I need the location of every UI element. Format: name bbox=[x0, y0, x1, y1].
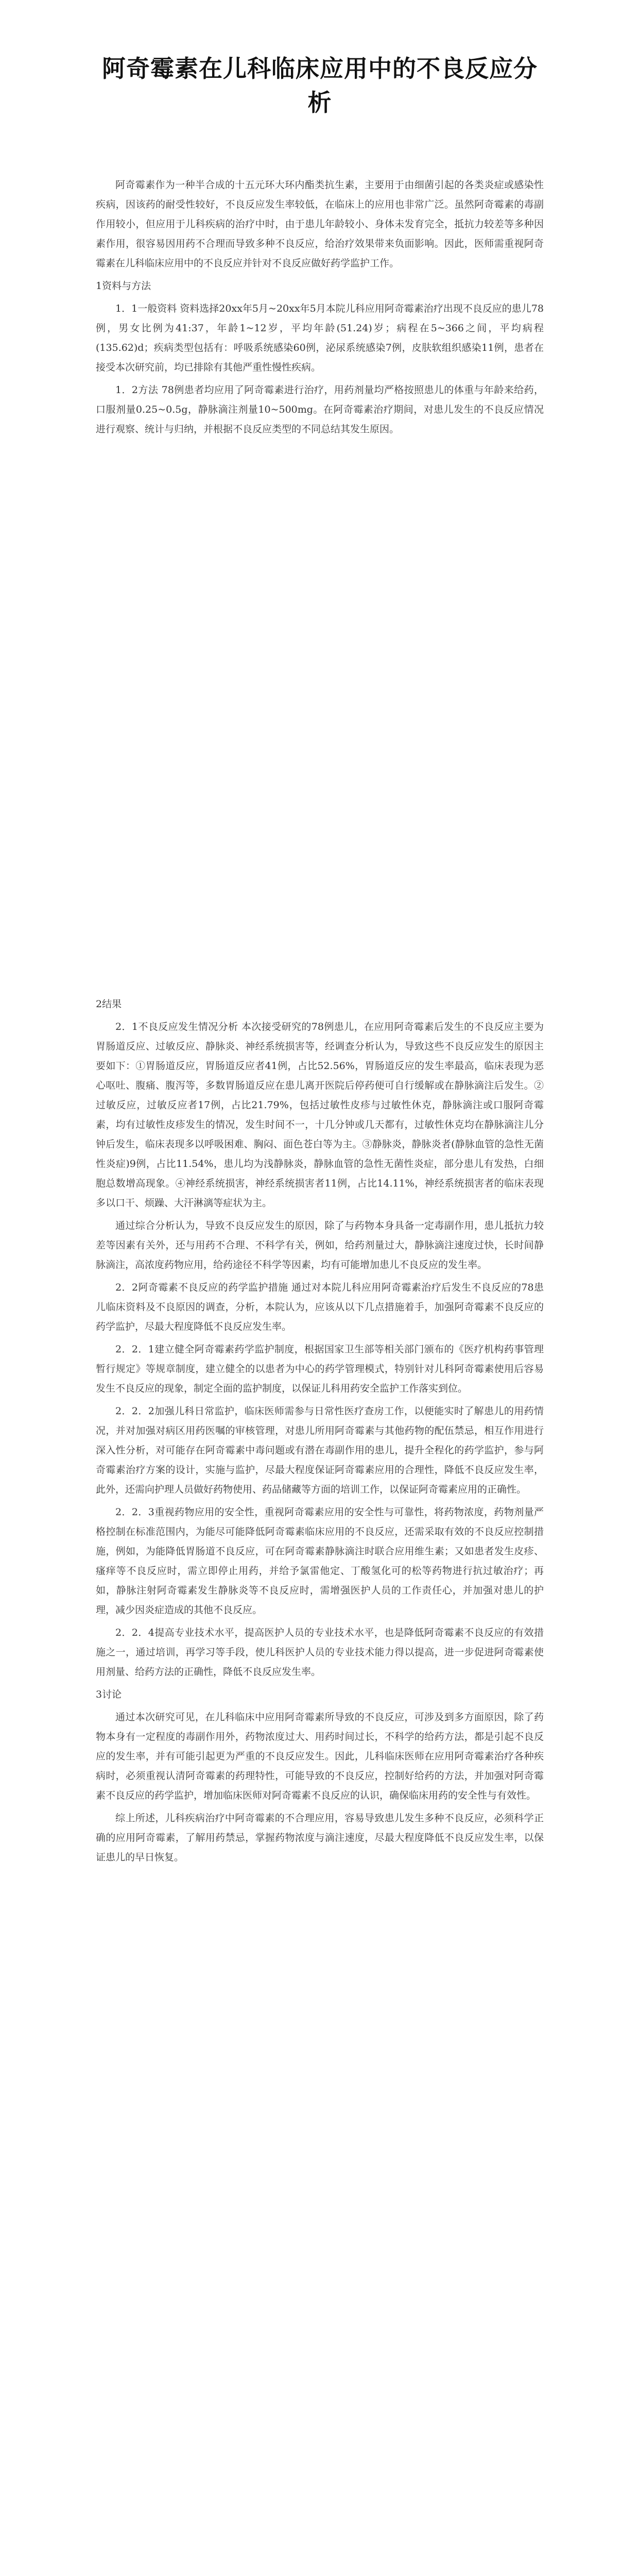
section-intro-methods bbox=[96, 175, 544, 442]
adverse-reaction-analysis-paragraph: 2．1不良反应发生情况分析 本次接受研究的78例患儿，在应用阿奇霉素后发生的不良反应主要为胃肠道反应、过敏反应、静脉炎、神经系统损害等，经调查分析认为，导致这些不良反应发生的原因主要如下：①胃肠道反应，胃肠道反应者41例，占比52.56%，胃肠道反应的发生率最高，临床表现为恶心呕吐、腹痛、腹泻等，多数胃肠道反应在患儿离开医院后停药便可自行缓解或在静脉滴注后发生。②过敏反应，过敏反应者17例，占比21.79%，包括过敏性皮疹与过敏性休克，静脉滴注或口服阿奇霉素，均有过敏性皮疹发生的情况，发生时间不一，十几分钟或几天都有，过敏性休克均在静脉滴注儿分钟后发生，临床表现多以呼吸困难、胸闷、面色苍白等为主。③静脉炎，静脉炎者(静脉血管的急性无菌性炎症)9例，占比11.54%，患儿均为浅静脉炎，静脉血管的急性无菌性炎症，部分患儿有发热，白细胞总数增高现象。④神经系统损害，神经系统损害者11例，占比14.11%，神经系统损害者的临床表现多以口干、烦躁、大汗淋漓等症状为主。 bbox=[96, 1021, 544, 1209]
title-block bbox=[96, 52, 544, 120]
measure-4-paragraph: 2．2．4提高专业技术水平，提高医护人员的专业技术水平，也是降低阿奇霉素不良反应的有效措施之一，通过培训，再学习等手段，使儿科医护人员的专业技术能力得以提高，进一步促进阿奇霉素使用剂量、给药方法的正确性，降低不良反应发生率。 bbox=[96, 1627, 544, 1677]
conclusion-paragraph: 综上所述，儿科疾病治疗中阿奇霉素的不合理应用，容易导致患儿发生多种不良反应，必须科学正确的应用阿奇霉素，了解用药禁忌，掌握药物浓度与滴注速度，尽最大程度降低不良反应发生率，以保证患儿的早日恢复。 bbox=[96, 1812, 544, 1863]
discussion-paragraph: 通过本次研究可见，在儿科临床中应用阿奇霉素所导致的不良反应，可涉及到多方面原因，除了药物本身有一定程度的毒副作用外，药物浓度过大、用药时间过长，不科学的给药方法，都是引起不良反应的发生率，并有可能引起更为严重的不良反应发生。因此，儿科临床医师在应用阿奇霉素治疗各种疾病时，必须重视认清阿奇霉素的药理特性，可能导致的不良反应，控制好给药的方法，并加强对阿奇霉素不良反应的药学监护，增加临床医师对阿奇霉素不良反应的认识，确保临床用药的安全性与有效性。 bbox=[96, 1711, 544, 1801]
heading-results: 2结果 bbox=[96, 998, 122, 1010]
heading-discussion: 3讨论 bbox=[96, 1689, 122, 1700]
monitoring-measures-paragraph: 2．2阿奇霉素不良反应的药学监护措施 通过对本院儿科应用阿奇霉素治疗后发生不良反应的78患儿临床资料及不良原因的调查，分析，本院认为，应该从以下几点措施着手，加强阿奇霉素不良反应的药学监护，尽最大程度降低不良反应发生率。 bbox=[96, 1282, 544, 1332]
intro-paragraph: 阿奇霉素作为一种半合成的十五元环大环内酯类抗生素，主要用于由细菌引起的各类炎症或感染性疾病，因该药的耐受性较好，不良反应发生率较低，在临床上的应用也非常广泛。虽然阿奇霉素的毒副作用较小，但应用于儿科疾病的治疗中时，由于患儿年龄较小、身体未发育完全，抵抗力较差等多种因素作用，很容易因用药不合理而导致多种不良反应，给治疗效果带来负面影响。因此，医师需重视阿奇霉素在儿科临床应用中的不良反应并针对不良反应做好药学监护工作。 bbox=[96, 179, 544, 269]
general-data-paragraph: 1．1一般资料 资料选择20xx年5月~20xx年5月本院儿科应用阿奇霉素治疗出现不良反应的患儿78例，男女比例为41:37，年龄1~12岁，平均年龄(51.24)岁；病程在5~366之间，平均病程(135.62)d；疾病类型包括有：呼吸系统感染60例，泌尿系统感染7例，皮肤软组织感染11例，患者在接受本次研究前，均已排除有其他严重性慢性疾病。 bbox=[96, 303, 544, 373]
document-title: 阿奇霉素在儿科临床应用中的不良反应分析 bbox=[102, 55, 538, 116]
measure-3-paragraph: 2．2．3重视药物应用的安全性，重视阿奇霉素应用的安全性与可靠性，将药物浓度，药物剂量严格控制在标准范围内，为能尽可能降低阿奇霉素临床应用的不良反应，还需采取有效的不良反应控制措施，例如，为能降低胃肠道不良反应，可在阿奇霉素静脉滴注时联合应用维生素；又如患者发生皮疹、瘙痒等不良反应时，需立即停止用药，并给予氯雷他定、丁酸氢化可的松等药物进行抗过敏治疗；再如，静脉注射阿奇霉素发生静脉炎等不良反应时，需增强医护人员的工作责任心，并加强对患儿的护理，减少因炎症造成的其他不良反应。 bbox=[96, 1506, 544, 1616]
cause-analysis-paragraph: 通过综合分析认为，导致不良反应发生的原因，除了与药物本身具备一定毒副作用，患儿抵抗力较差等因素有关外，还与用药不合理、不科学有关，例如，给药剂量过大，静脉滴注速度过快，长时间静脉滴注，高浓度药物应用，给药途径不科学等因素，均有可能增加患儿不良反应的发生率。 bbox=[96, 1220, 544, 1270]
section-results bbox=[96, 994, 544, 1870]
heading-materials-methods: 1资料与方法 bbox=[96, 280, 151, 292]
measure-2-paragraph: 2．2．2加强儿科日常监护，临床医师需参与日常性医疗查房工作，以便能实时了解患儿的用药情况，并对加强对病区用药医嘱的审核管理，对患儿所用阿奇霉素与其他药物的配伍禁忌，相互作用进行深入性分析，对可能存在阿奇霉素中毒问题或有潜在毒副作用的患儿，提升全程化的药学监护，参与阿奇霉素治疗方案的设计，实施与监护，尽最大程度保证阿奇霉素应用的合理性，降低不良反应发生率，此外，还需向护理人员做好药物使用、药品储藏等方面的培训工作，以保证阿奇霉素应用的正确性。 bbox=[96, 1405, 544, 1495]
methods-paragraph: 1．2方法 78例患者均应用了阿奇霉素进行治疗，用药剂量均严格按照患儿的体重与年龄来给药，口服剂量0.25~0.5g，静脉滴注剂量10~500mg。在阿奇霉素治疗期间，对患儿发生的不良反应情况进行观察、统计与归纳，并根据不良反应类型的不同总结其发生原因。 bbox=[96, 384, 544, 435]
measure-1-paragraph: 2．2．1建立健全阿奇霉素药学监护制度，根据国家卫生部等相关部门颁布的《医疗机构药事管理暂行规定》等规章制度，建立健全的以患者为中心的药学管理模式，特别针对儿科阿奇霉素使用后容易发生不良反应的现象，制定全面的监护制度，以保证儿科用药安全监护工作落实到位。 bbox=[96, 1344, 544, 1394]
